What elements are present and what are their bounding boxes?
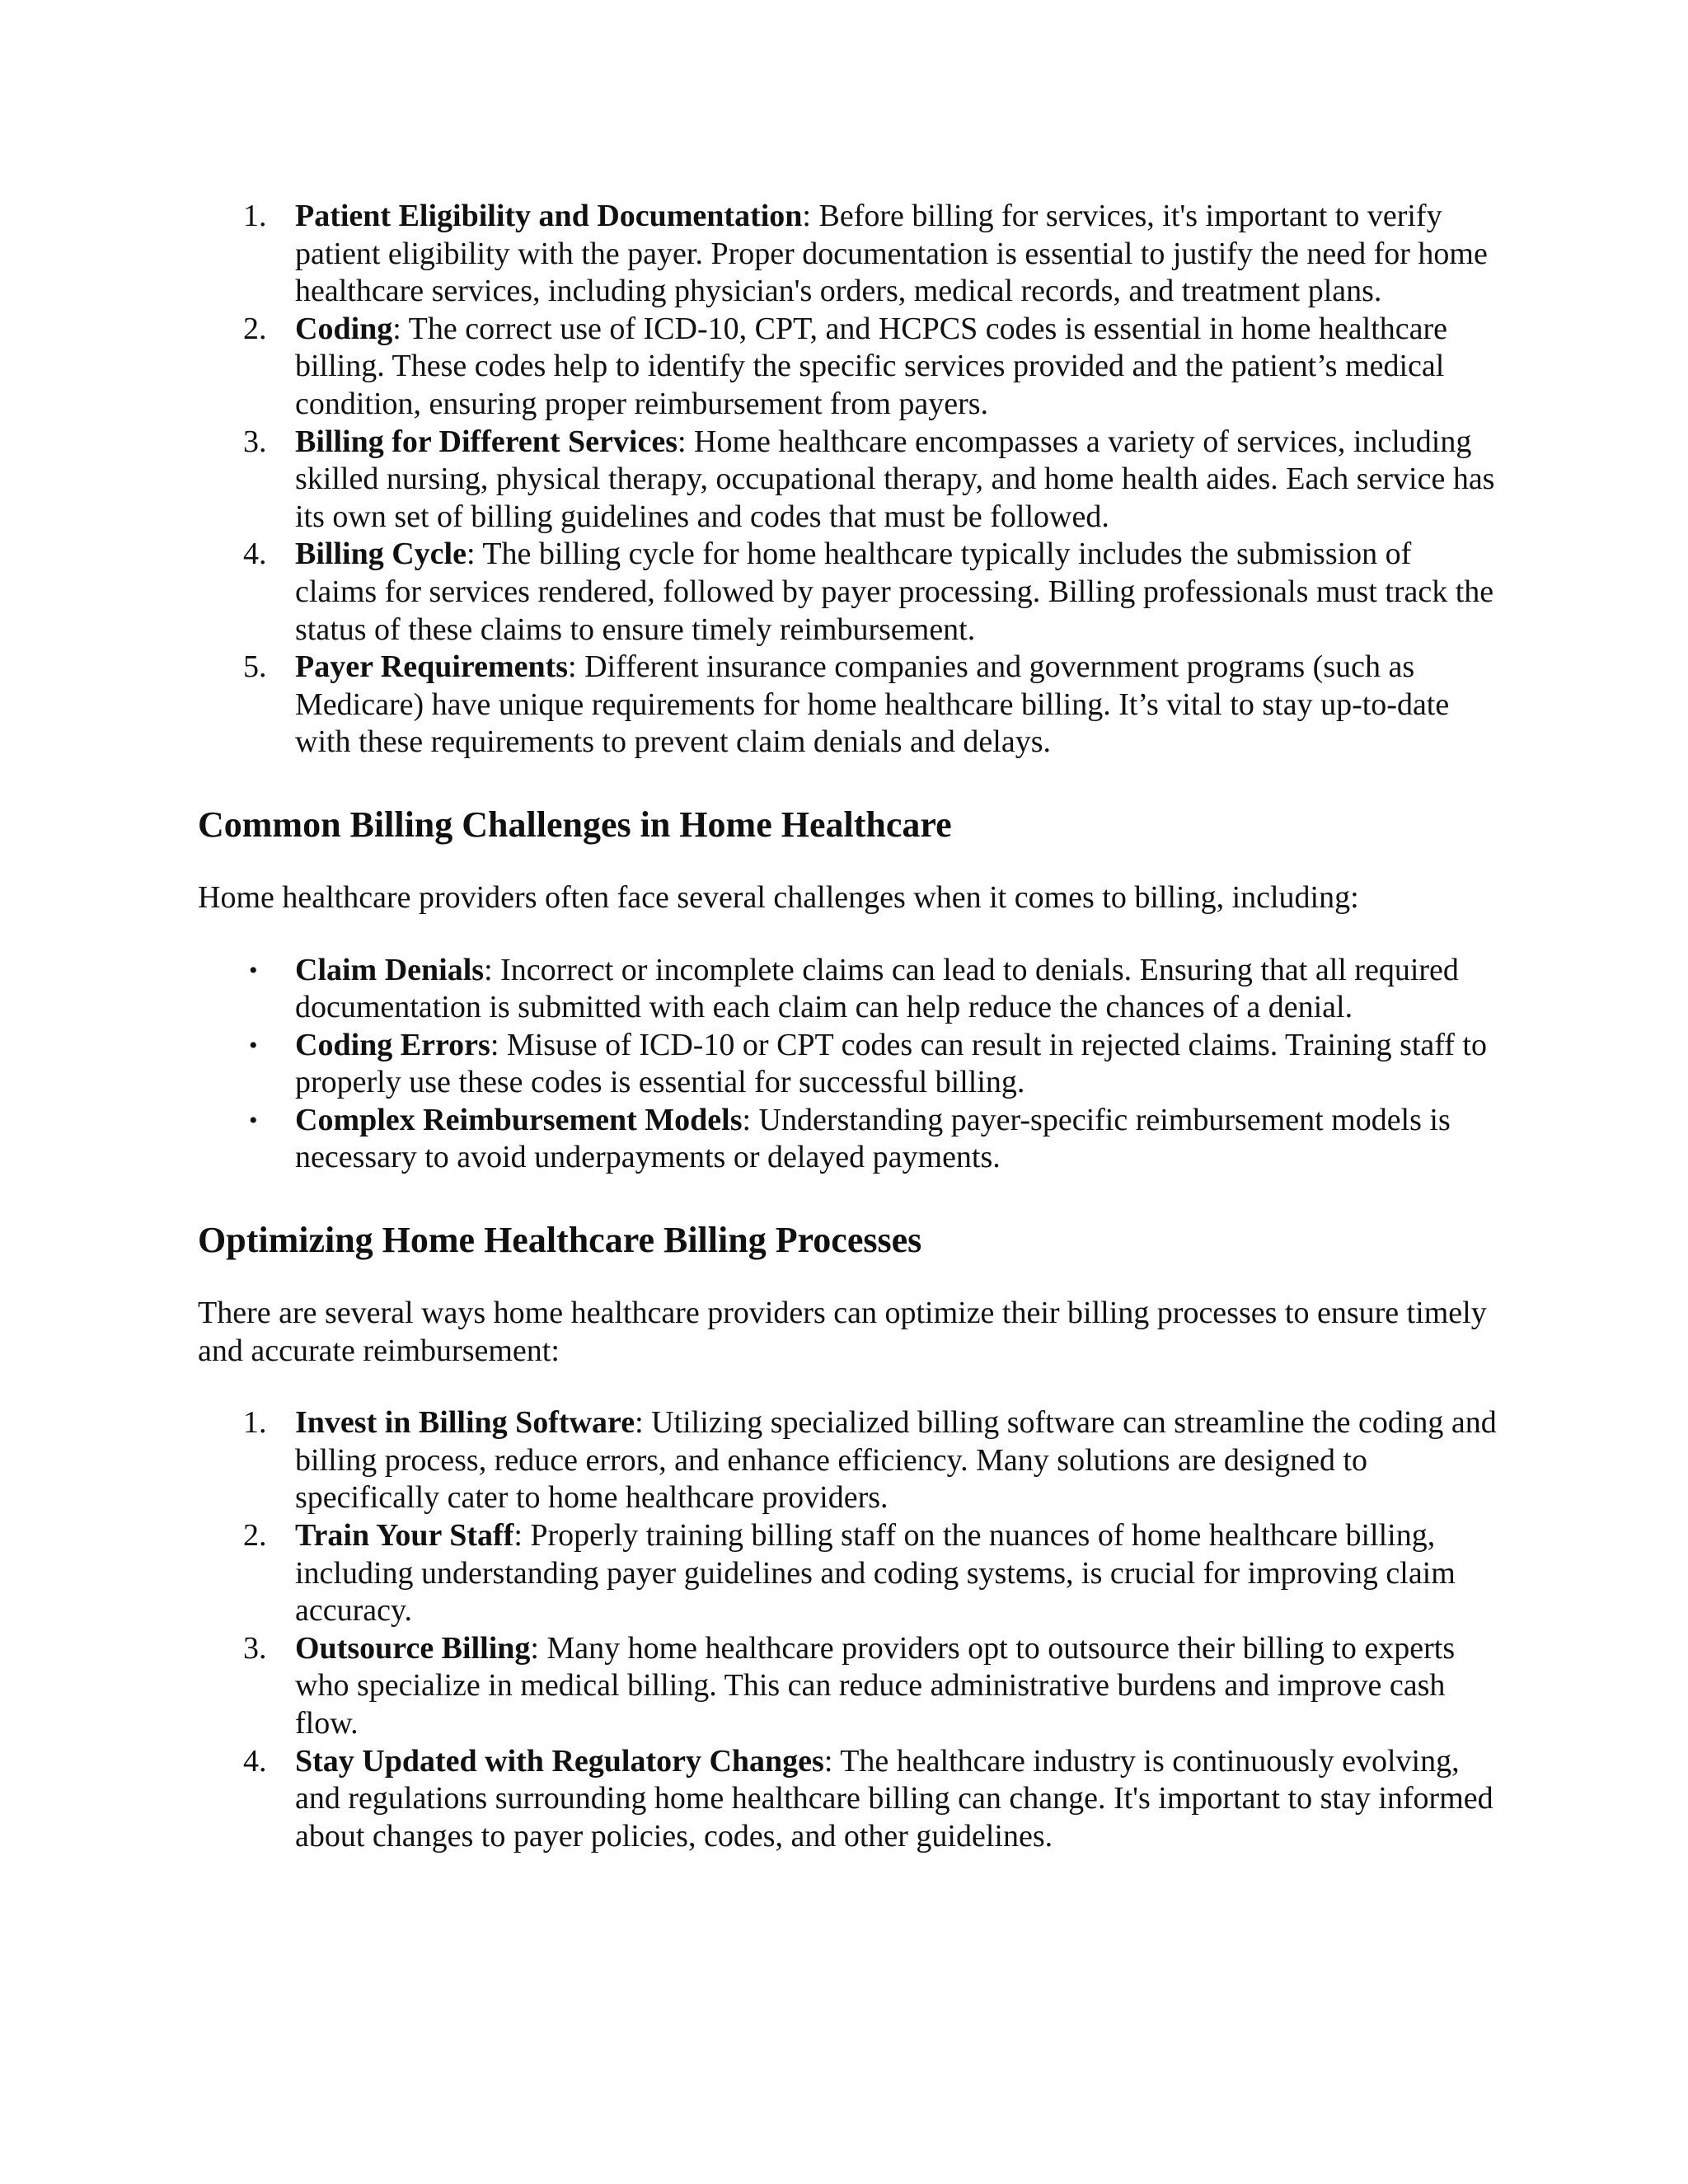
optimization-list [198,1404,1500,1855]
section-intro: Home healthcare providers often face several challenges when it comes to billing, including: [198,879,1359,915]
list-item-term: Patient Eligibility and Documentation [295,199,803,233]
list-item [198,1743,1500,1856]
bullet-icon: • [249,956,258,984]
list-item-term: Payer Requirements [295,649,569,685]
list-item-term: Billing Cycle [295,537,467,572]
list-number: 3. [243,424,267,459]
list-item-text: : The billing cycle for home healthcare typically includes the submission of claims for services rendered, followed by payer processing. Billing professionals must track the status of these claims to ensure timely reimbursement. [295,537,1494,647]
list-item-text: : Properly training billing staff on the nuances of home healthcare billing, including understanding payer guidelines and coding systems, is crucial for improving claim accuracy. [295,1518,1456,1629]
list-item-term: Stay Updated with Regulatory Changes [295,1743,824,1779]
list-item-term: Claim Denials [295,952,485,987]
section-heading: Common Billing Challenges in Home Healthcare [198,804,952,845]
list-number: 1. [243,199,267,233]
bullet-icon: • [249,1031,258,1059]
list-number: 4. [243,1743,267,1779]
document-page [198,198,1500,1855]
list-item [198,1630,1500,1743]
list-item [198,311,1500,424]
section-heading: Optimizing Home Healthcare Billing Processes [198,1220,922,1261]
list-item [198,952,1500,1027]
list-item-text: : Many home healthcare providers opt to outsource their billing to experts who specialize in medical billing. This can reduce administrative burdens and improve cash flow. [295,1630,1456,1741]
list-item-text: : Home healthcare encompasses a variety of services, including skilled nursing, physical therapy, occupational therapy, and home health aides. Each service has its own set of billing guidelines and codes that must be followed. [295,424,1495,534]
list-item [198,649,1500,762]
list-number: 5. [243,649,267,685]
list-item-term: Outsource Billing [295,1630,531,1666]
list-item-term: Billing for Different Services [295,424,678,459]
list-item-term: Coding Errors [295,1027,490,1062]
list-item-text: : The healthcare industry is continuously evolving, and regulations surrounding home healthcare billing can change. It's important to stay informed about changes to payer policies, codes, and other guidelines. [295,1743,1493,1854]
list-item [198,536,1500,649]
list-number: 2. [243,311,267,346]
list-item-text: : Incorrect or incomplete claims can lead to denials. Ensuring that all required documentation is submitted with each claim can help reduce the chances of a denial. [295,952,1459,1025]
list-number: 2. [243,1518,267,1554]
list-item [198,1517,1500,1630]
list-item [198,1102,1500,1177]
list-item-text: : Understanding payer-specific reimbursement models is necessary to avoid underpayments or delayed payments. [295,1102,1451,1175]
list-item-text: : The correct use of ICD-10, CPT, and HCPCS codes is essential in home healthcare billing. These codes help to identify the specific services provided and the patient’s medical condition, ensuring proper reimbursement from payers. [295,311,1448,421]
list-item [198,198,1500,311]
challenges-list [198,952,1500,1178]
list-item-term: Coding [295,311,393,346]
list-item [198,1027,1500,1102]
list-number: 4. [243,537,267,572]
list-item-text: : Different insurance companies and government programs (such as Medicare) have unique requirements for home healthcare billing. It’s vital to stay up-to-date with these requirements to prevent claim denials and delays. [295,649,1450,760]
list-item-term: Train Your Staff [295,1518,514,1554]
list-item-text: : Utilizing specialized billing software can streamline the coding and billing process, reduce errors, and enhance efficiency. Many solutions are designed to specifically cater to home healthcare providers. [295,1405,1497,1516]
bullet-icon: • [249,1106,258,1134]
list-item-term: Invest in Billing Software [295,1405,635,1441]
billing-components-list [198,198,1500,762]
list-item-text: : Misuse of ICD-10 or CPT codes can result in rejected claims. Training staff to properly use these codes is essential for successful billing. [295,1027,1487,1100]
list-number: 3. [243,1630,267,1666]
list-item [198,424,1500,537]
list-item-text: : Before billing for services, it's important to verify patient eligibility with the payer. Proper documentation is essential to justify the need for home healthcare services, including physician's orders, medical records, and treatment plans. [295,199,1488,309]
section-intro: There are several ways home healthcare providers can optimize their billing processes to ensure timely and accurate reimbursement: [198,1296,1487,1368]
list-item-term: Complex Reimbursement Models [295,1102,743,1137]
list-number: 1. [243,1405,267,1441]
list-item [198,1404,1500,1517]
